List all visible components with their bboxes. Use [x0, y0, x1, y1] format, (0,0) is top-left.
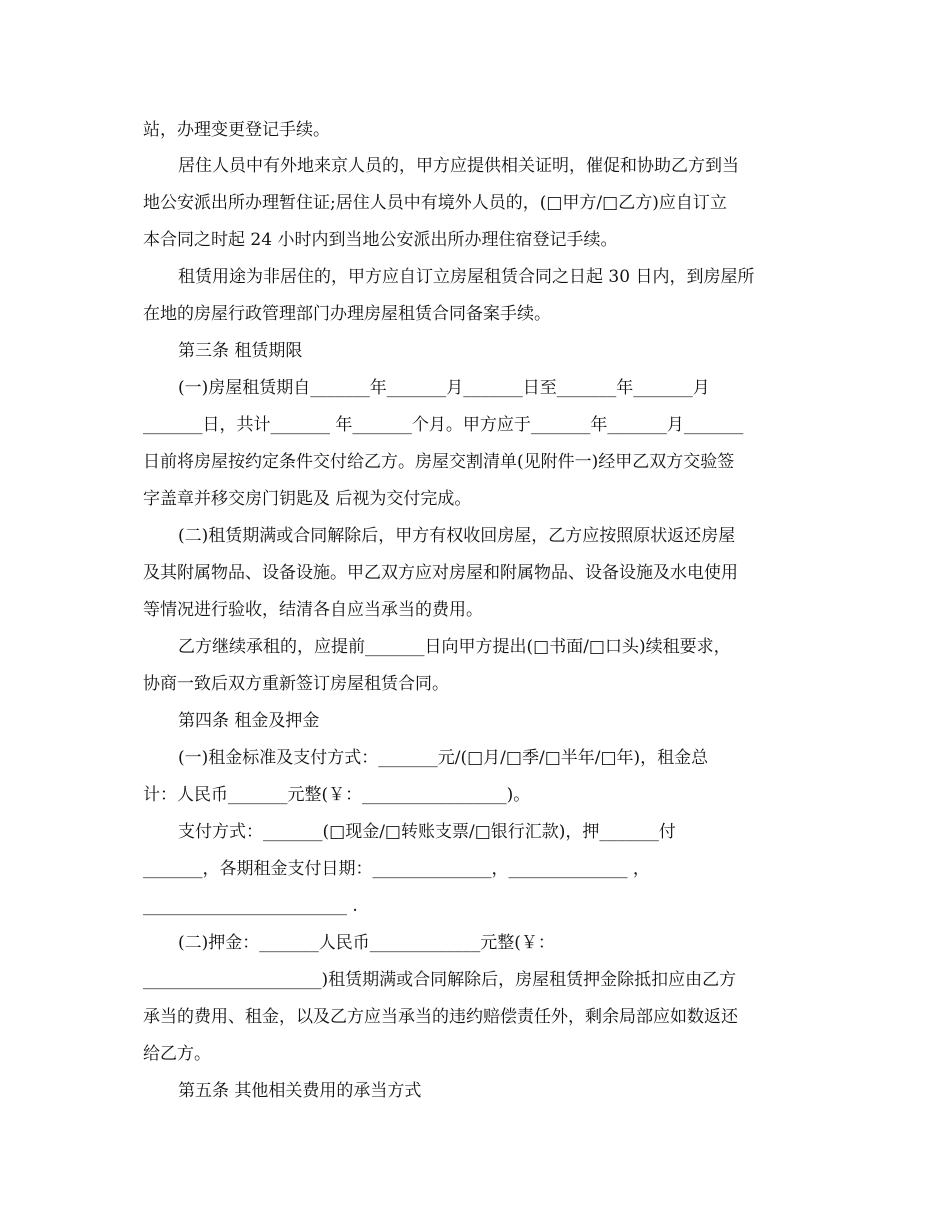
paragraph-line-16: 协商一致后双方重新签订房屋租赁合同。	[143, 674, 449, 694]
paragraph-line-5: 租赁用途为非居住的，甲方应自订立房屋租赁合同之日起 30 日内，到房屋所	[178, 267, 755, 287]
paragraph-line-14: 等情况进行验收，结清各自应当承当的费用。	[143, 600, 483, 620]
paragraph-line-8: (一)房屋租赁期自_______年_______月_______日至_______年_______月	[178, 378, 710, 398]
paragraph-line-25: 承当的费用、租金，以及乙方应当承当的违约赔偿责任外，剩余局部应如数返还	[143, 1007, 738, 1027]
paragraph-line-3: 地公安派出所办理暂住证;居住人员中有境外人员的，(□甲方/□乙方)应自订立	[143, 193, 727, 213]
paragraph-line-1: 站，办理变更登记手续。	[143, 120, 330, 140]
paragraph-line-12: (二)租赁期满或合同解除后，甲方有权收回房屋，乙方应按照原状返还房屋	[178, 526, 736, 546]
paragraph-line-19: 计：人民币_______元整(￥：_________________)。	[143, 785, 531, 805]
paragraph-line-6: 在地的房屋行政管理部门办理房屋租赁合同备案手续。	[143, 304, 551, 324]
paragraph-line-10: 日前将房屋按约定条件交付给乙方。房屋交割清单(见附件一)经甲乙双方交验签	[143, 452, 735, 472]
paragraph-line-11: 字盖章并移交房门钥匙及 后视为交付完成。	[143, 489, 472, 509]
section-heading-4: 第四条 租金及押金	[178, 711, 320, 731]
paragraph-line-15: 乙方继续承租的，应提前_______日向甲方提出(□书面/□口头)续租要求，	[178, 637, 731, 657]
section-heading-5: 第五条 其他相关费用的承当方式	[178, 1081, 422, 1101]
paragraph-line-18: (一)租金标准及支付方式：_______元/(□月/□季/□半年/□年)，租金总	[178, 748, 709, 768]
paragraph-line-9: _______日，共计_______ 年_______个月。甲方应于_______年_______月_______	[143, 415, 744, 435]
paragraph-line-20: 支付方式：_______(□现金/□转账支票/□银行汇款)，押_______付	[178, 822, 676, 842]
paragraph-line-2: 居住人员中有外地来京人员的，甲方应提供相关证明，催促和协助乙方到当	[178, 156, 739, 176]
section-heading-3: 第三条 租赁期限	[178, 341, 303, 361]
paragraph-line-23: (二)押金：_______人民币_____________元整(￥：	[178, 933, 555, 953]
paragraph-line-21: _______，各期租金支付日期：______________，______________ ，	[143, 859, 650, 879]
paragraph-line-22: ________________________ .	[143, 896, 358, 916]
paragraph-line-13: 及其附属物品、设备设施。甲乙双方应对房屋和附属物品、设备设施及水电使用	[143, 563, 738, 583]
paragraph-line-26: 给乙方。	[143, 1044, 211, 1064]
paragraph-line-24: _____________________)租赁期满或合同解除后，房屋租赁押金除抵扣应由乙方	[143, 970, 737, 990]
paragraph-line-4: 本合同之时起 24 小时内到当地公安派出所办理住宿登记手续。	[143, 230, 618, 250]
